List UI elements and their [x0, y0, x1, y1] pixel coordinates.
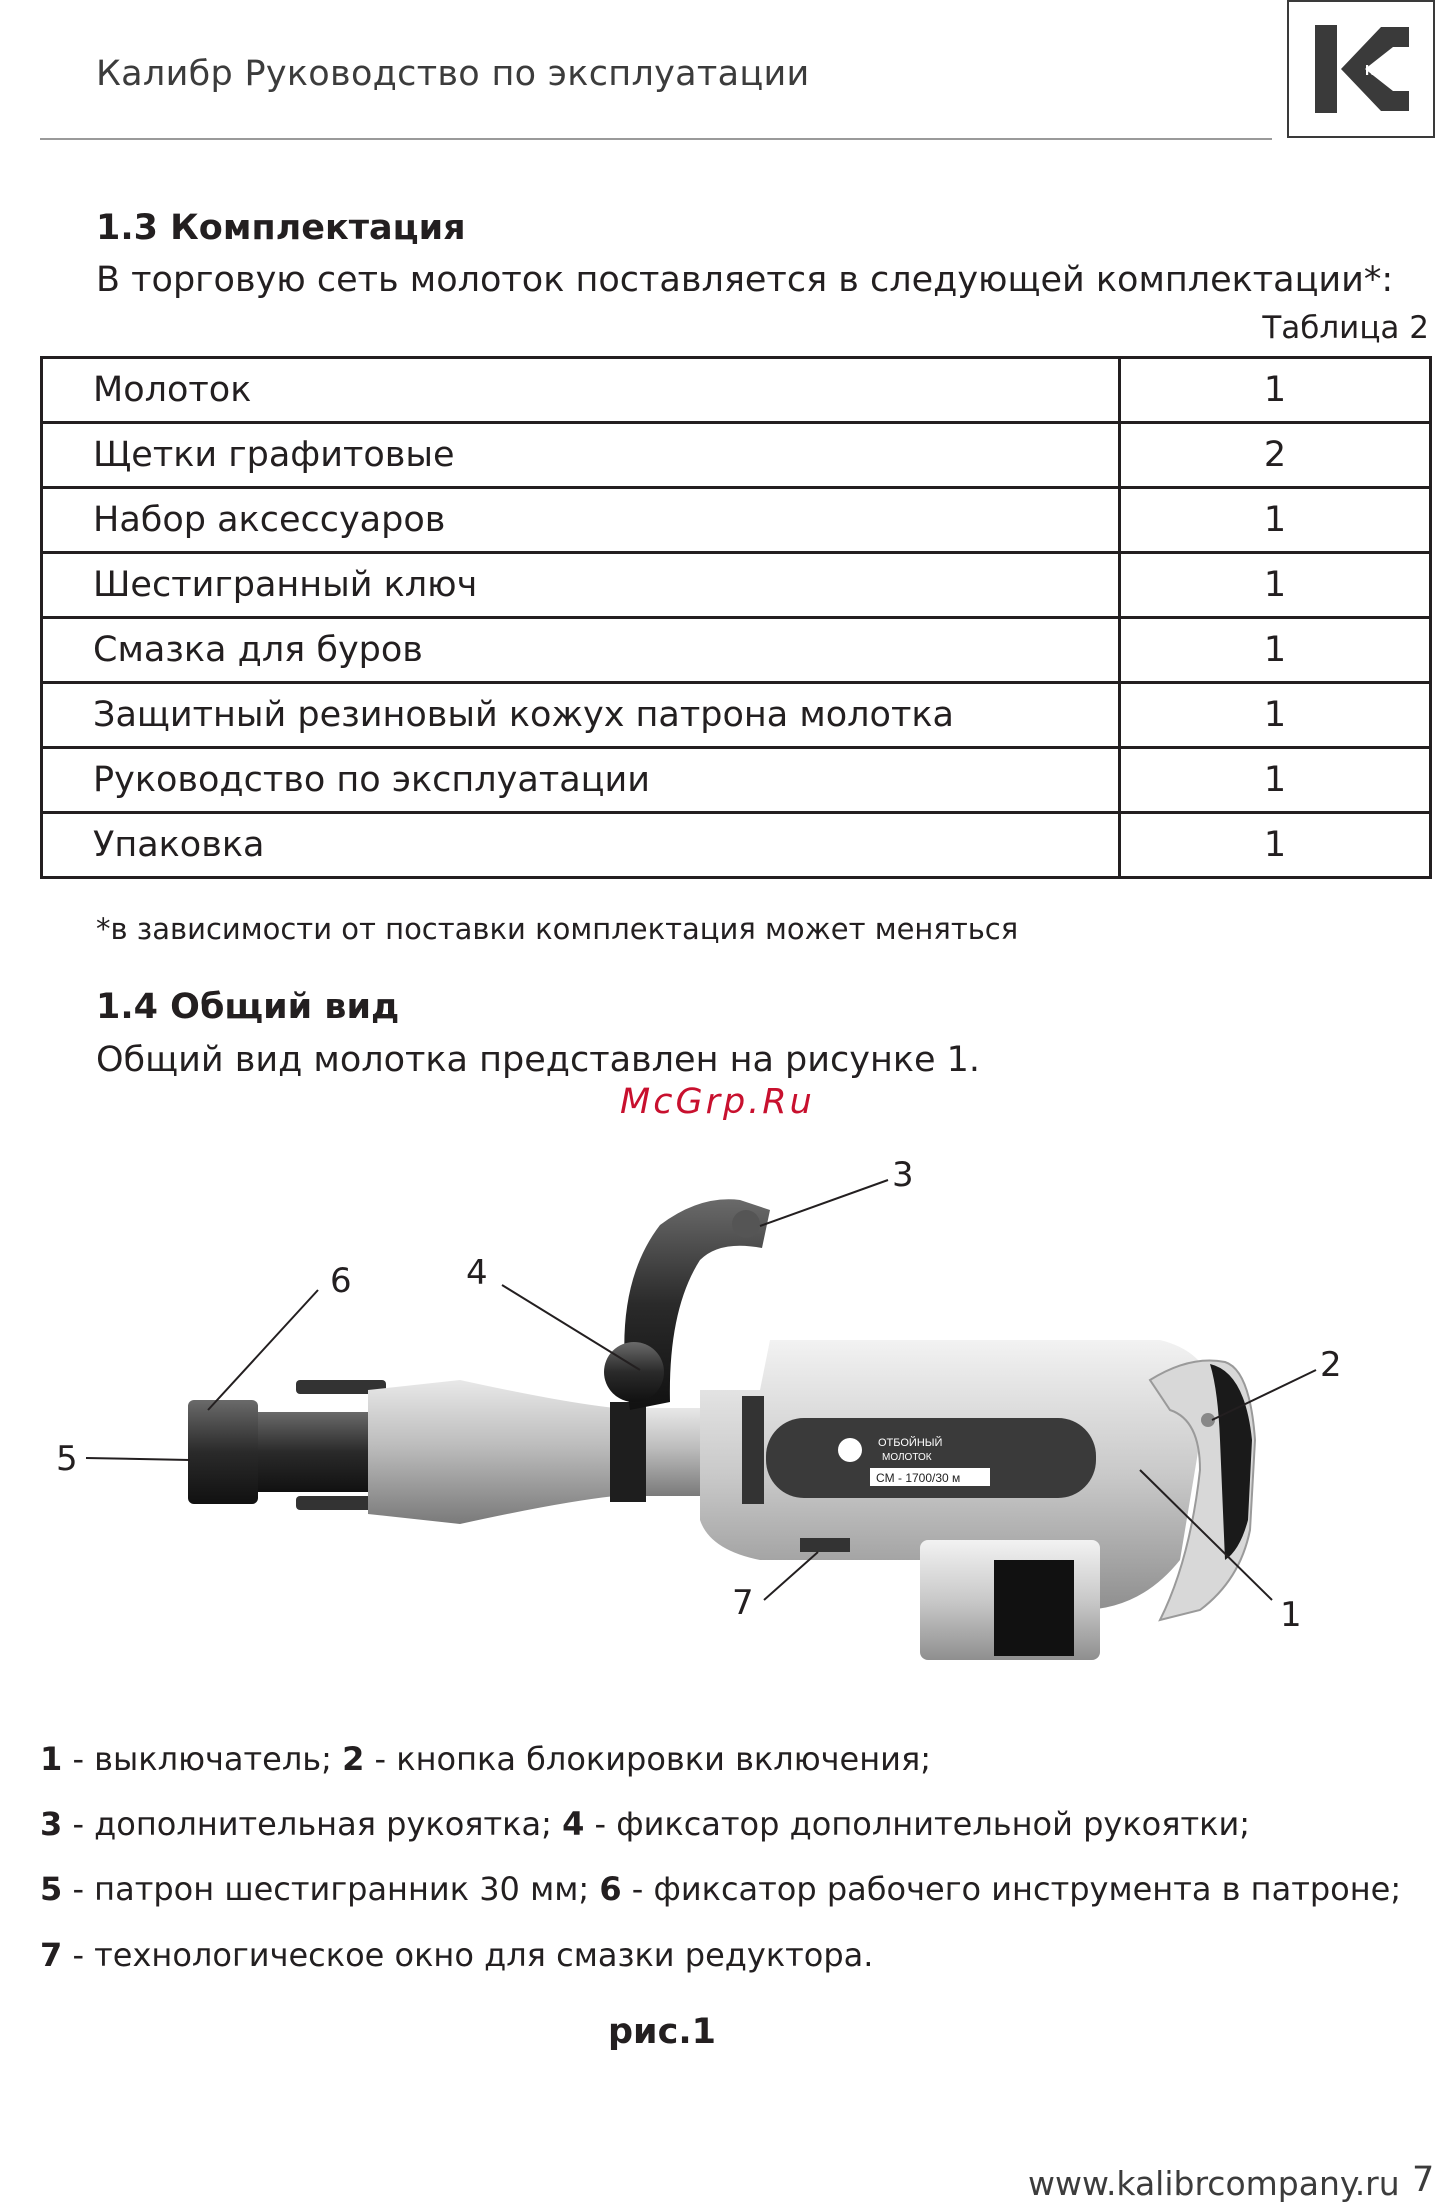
callout-5: 5: [56, 1439, 78, 1479]
figure-caption: рис.1: [608, 2012, 716, 2052]
table-row: [42, 553, 1431, 618]
callout-2: 2: [1320, 1345, 1342, 1385]
kit-item-qty: 1: [1120, 813, 1431, 878]
table-footnote: *в зависимости от поставки комплектация может меняться: [96, 912, 1019, 946]
section-intro-1-3: В торговую сеть молоток поставляется в следующей комплектации*:: [96, 260, 1394, 300]
header-divider: [40, 138, 1272, 140]
table-row: [42, 488, 1431, 553]
page-number: 7: [1412, 2160, 1435, 2200]
lube-window: [800, 1538, 850, 1552]
legend-line: [40, 1936, 873, 1974]
kalibr-logo-icon: [1301, 13, 1428, 125]
handle-knob: [732, 1210, 760, 1238]
footer-url[interactable]: www.kalibrcompany.ru: [1028, 2164, 1400, 2203]
legend-line: [40, 1805, 1250, 1843]
legend-number: 7: [40, 1936, 63, 1974]
legend-number: 6: [599, 1870, 622, 1908]
plate-line2: МОЛОТОК: [882, 1452, 932, 1463]
callout-1: 1: [1280, 1595, 1302, 1635]
kit-item-name: Набор аксессуаров: [42, 488, 1120, 553]
legend-number: 2: [342, 1740, 365, 1778]
body-flange: [742, 1396, 764, 1504]
section-title-1-4: 1.4 Общий вид: [96, 987, 400, 1027]
plate-model: CM - 1700/30 м: [876, 1471, 961, 1485]
callout-7: 7: [732, 1583, 754, 1623]
legend-line: [40, 1870, 1401, 1908]
kit-item-qty: 1: [1120, 358, 1431, 423]
callout-line-5: [86, 1458, 190, 1460]
table-row: [42, 748, 1431, 813]
hex-chuck: [188, 1400, 258, 1504]
header-title: Калибр Руководство по эксплуатации: [96, 54, 810, 94]
kit-item-name: Смазка для буров: [42, 618, 1120, 683]
callout-line-4: [502, 1285, 640, 1370]
kit-item-name: Упаковка: [42, 813, 1120, 878]
hammer-figure: [40, 1140, 1400, 1700]
legend-line: [40, 1740, 931, 1778]
kit-item-qty: 1: [1120, 748, 1431, 813]
handle-lock-knob: [604, 1342, 664, 1402]
legend-text: - патрон шестигранник 30 мм;: [62, 1870, 600, 1908]
legend-number: 5: [40, 1870, 63, 1908]
kit-item-qty: 2: [1120, 423, 1431, 488]
table-row: [42, 358, 1431, 423]
handle-clamp-ring: [610, 1402, 646, 1502]
section-title-1-3: 1.3 Комплектация: [96, 208, 466, 248]
table-row: [42, 683, 1431, 748]
plate-logo-icon: [838, 1438, 862, 1462]
kit-item-qty: 1: [1120, 683, 1431, 748]
table-row: [42, 618, 1431, 683]
kit-item-qty: 1: [1120, 553, 1431, 618]
section-intro-1-4: Общий вид молотка представлен на рисунке 1.: [96, 1040, 981, 1080]
legend-text: - фиксатор дополнительной рукоятки;: [584, 1805, 1251, 1843]
legend-text: - кнопка блокировки включения;: [364, 1740, 931, 1778]
kit-item-name: Защитный резиновый кожух патрона молотка: [42, 683, 1120, 748]
kit-item-qty: 1: [1120, 618, 1431, 683]
chuck-sleeve: [258, 1412, 368, 1492]
kit-item-name: Руководство по эксплуатации: [42, 748, 1120, 813]
kit-item-name: Молоток: [42, 358, 1120, 423]
kit-item-name: Шестигранный ключ: [42, 553, 1120, 618]
legend-text: - фиксатор рабочего инструмента в патроне;: [621, 1870, 1402, 1908]
callout-3: 3: [892, 1155, 914, 1195]
table-caption: Таблица 2: [1262, 310, 1429, 346]
kit-item-name: Щетки графитовые: [42, 423, 1120, 488]
hammer-barrel: [368, 1380, 615, 1524]
table-row: [42, 423, 1431, 488]
callout-4: 4: [466, 1253, 488, 1293]
table-row: [42, 813, 1431, 878]
kit-item-qty: 1: [1120, 488, 1431, 553]
callout-6: 6: [330, 1261, 352, 1301]
kalibr-logo: [1287, 0, 1435, 138]
watermark: McGrp.Ru: [620, 1082, 815, 1122]
legend-number: 3: [40, 1805, 63, 1843]
logo-text: КАЛИБР: [1365, 62, 1428, 79]
plate-line1: ОТБОЙНЫЙ: [878, 1437, 943, 1449]
legend-text: - выключатель;: [62, 1740, 343, 1778]
legend-text: - дополнительная рукоятка;: [62, 1805, 563, 1843]
callout-line-3: [760, 1180, 888, 1226]
gearbox-vent: [994, 1560, 1074, 1656]
kit-table: [40, 356, 1432, 879]
legend-number: 4: [562, 1805, 585, 1843]
legend-text: - технологическое окно для смазки редуктора.: [62, 1936, 874, 1974]
legend-number: 1: [40, 1740, 63, 1778]
